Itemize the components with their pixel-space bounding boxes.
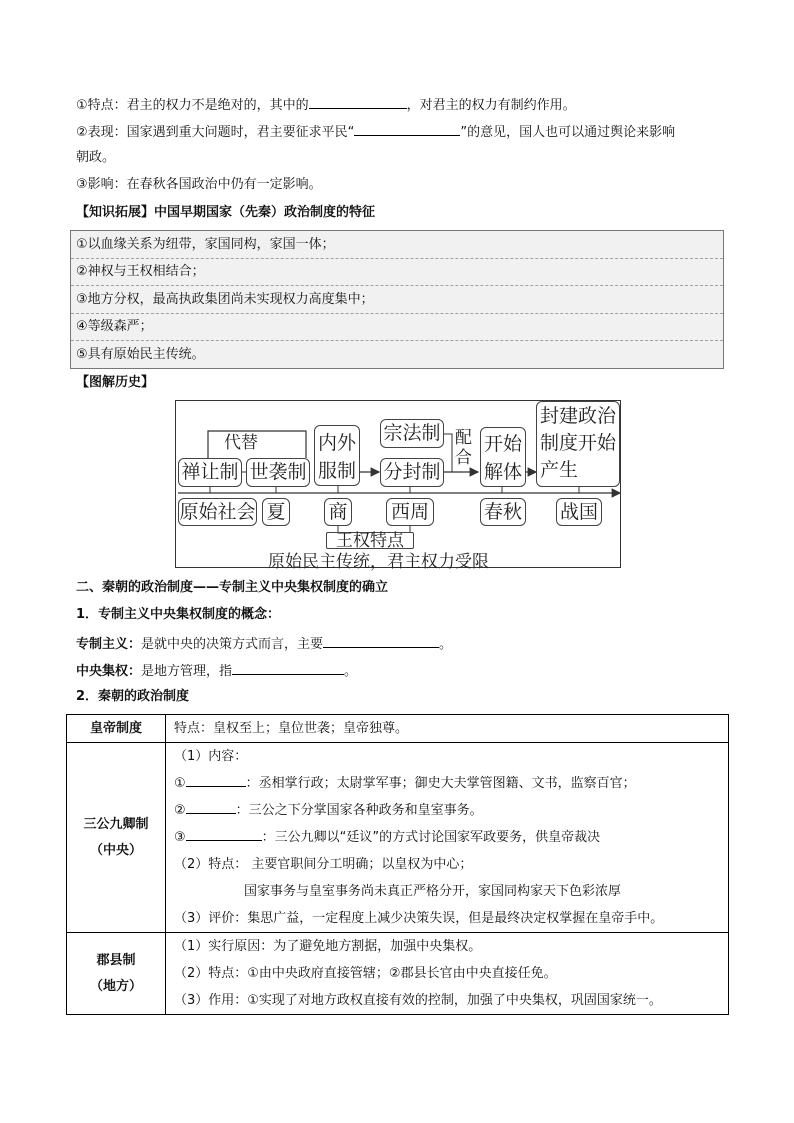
table-row	[67, 743, 729, 933]
table-line: （3）评价：集思广益，一定程度上减少决策失误，但是最终决定权掌握在皇帝手中。	[174, 911, 664, 926]
extension-box	[70, 230, 724, 369]
box-jieti-line: 开始	[483, 433, 522, 455]
row-label-huangdi: 皇帝制度	[67, 715, 166, 743]
box-fengjian	[536, 401, 620, 487]
row-content	[166, 715, 729, 743]
row-label-line: （中央）	[89, 842, 142, 858]
item-num: ③	[174, 830, 186, 845]
row-label-line: （地方）	[89, 978, 142, 994]
zhongyang-end: 。	[344, 664, 358, 679]
box-shixi: 世袭制	[246, 458, 310, 487]
box-shanrang: 禅让制	[178, 458, 242, 487]
intro-line-4: ③影响：在春秋各国政治中仍有一定影响。	[76, 177, 322, 192]
table-line	[166, 824, 728, 851]
box-jieti-line: 解体	[483, 461, 522, 483]
period-shang: 商	[324, 498, 352, 526]
intro-text: ①特点：君主的权力不是绝对的，其中的	[76, 98, 309, 113]
fill-blank[interactable]	[323, 633, 439, 648]
box-neiwai	[314, 425, 360, 486]
table-line: （3）作用：①实现了对地方政权直接有效的控制，加强了中央集权，巩固国家统一。	[174, 993, 662, 1008]
intro-line-1	[76, 94, 576, 116]
box-neiwai-line: 服制	[317, 460, 356, 482]
table-line: （2）特点： 主要官职间分工明确；以皇权为中心；	[174, 857, 473, 872]
item-num: ①	[174, 776, 186, 791]
zhongyang-label: 中央集权：	[76, 664, 142, 679]
item-num: ②	[174, 803, 186, 818]
fill-blank[interactable]	[186, 826, 262, 841]
intro-line-2	[76, 121, 675, 143]
row-content	[166, 933, 729, 1015]
section2-heading: 二、秦朝的政治制度——专制主义中央集权制度的确立	[76, 580, 389, 595]
table-line: （2）特点：①由中央政府直接管辖；②郡县长官由中央直接任免。	[174, 966, 557, 981]
fill-blank[interactable]	[354, 121, 460, 136]
table-line: （1）实行原因：为了避免地方割据，加强中央集权。	[174, 939, 482, 954]
row-label-line: 三公九卿制	[83, 816, 149, 832]
extension-item: ④等级森严；	[71, 313, 723, 341]
intro-line-3: 朝政。	[76, 150, 116, 165]
row-label-junxian	[67, 933, 166, 1015]
box-jieti	[480, 427, 526, 487]
intro-text: ②表现：国家遇到重大问题时，君主要征求平民“	[76, 125, 355, 140]
table-line: 特点：皇权至上；皇位世袭；皇帝独尊。	[174, 721, 409, 736]
row-content	[166, 743, 729, 933]
row-label-line: 郡县制	[96, 952, 136, 968]
zhuanzhi-line	[76, 633, 452, 655]
period-xia: 夏	[262, 498, 290, 526]
extension-item: ⑤具有原始民主传统。	[76, 347, 205, 362]
intro-text: ，对君主的权力有制约作用。	[406, 98, 576, 113]
period-yuanshi: 原始社会	[178, 498, 257, 526]
section2-sub1: 1．专制主义中央集权制度的概念：	[76, 607, 281, 622]
fill-blank[interactable]	[186, 799, 236, 814]
fill-blank[interactable]	[186, 772, 246, 787]
table-row	[67, 715, 729, 743]
section2-sub2: 2．秦朝的政治制度	[76, 689, 190, 704]
zhuanzhi-label: 专制主义：	[76, 637, 142, 652]
table-line	[166, 770, 728, 797]
item-text: ：三公之下分掌国家各种政务和皇室事务。	[235, 803, 483, 818]
extension-heading: 【知识拓展】中国早期国家（先秦）政治制度的特征	[76, 205, 376, 220]
extension-item: ②神权与王权相结合；	[71, 258, 723, 286]
box-fengjian-line: 封建政治	[540, 405, 617, 427]
period-zhanguo: 战国	[556, 498, 602, 526]
item-text: ：三公九卿以“廷议”的方式讨论国家军政要务，供皇帝裁决	[261, 830, 601, 845]
history-diagram	[175, 400, 621, 572]
table-line: 国家事务与皇室事务尚未真正严格分开，家国同构家天下色彩浓厚	[244, 884, 622, 899]
diagram-bottom-text: 原始民主传统，君主权力受限	[268, 552, 489, 572]
box-fengjian-line: 产生	[540, 459, 579, 481]
table-line: （1）内容：	[174, 749, 248, 764]
box-fenfeng: 分封制	[380, 458, 444, 487]
zhuanzhi-text: 是就中央的决策方式而言，主要	[141, 637, 324, 652]
replace-label: 代替	[224, 433, 258, 453]
item-text: ：丞相掌行政；太尉掌军事；御史大夫掌管图籍、文书，监察百官；	[245, 776, 636, 791]
table-line	[166, 797, 728, 824]
extension-item: ①以血缘关系为纽带，家国同构，家国一体；	[71, 231, 723, 259]
intro-text: ”的意见，国人也可以通过舆论来影响	[460, 125, 676, 140]
fill-blank[interactable]	[309, 94, 407, 109]
zhongyang-text: 是地方管理，指	[141, 664, 233, 679]
table-row	[67, 933, 729, 1015]
box-zongfa: 宗法制	[380, 419, 444, 448]
box-fengjian-line: 制度开始	[540, 432, 617, 454]
box-neiwai-line: 内外	[317, 432, 356, 454]
diagram-heading: 【图解历史】	[76, 375, 155, 390]
qin-system-table	[66, 714, 729, 1015]
fill-blank[interactable]	[232, 660, 344, 675]
coop-label: 配合	[455, 428, 472, 468]
row-label-sangong	[67, 743, 166, 933]
period-xizhou: 西周	[386, 498, 434, 526]
period-chunqiu: 春秋	[480, 498, 526, 526]
zhuanzhi-end: 。	[439, 637, 453, 652]
wangquan-box: 王权特点	[326, 532, 414, 549]
extension-item: ③地方分权，最高执政集团尚未实现权力高度集中；	[71, 286, 723, 314]
zhongyang-line	[76, 660, 357, 682]
